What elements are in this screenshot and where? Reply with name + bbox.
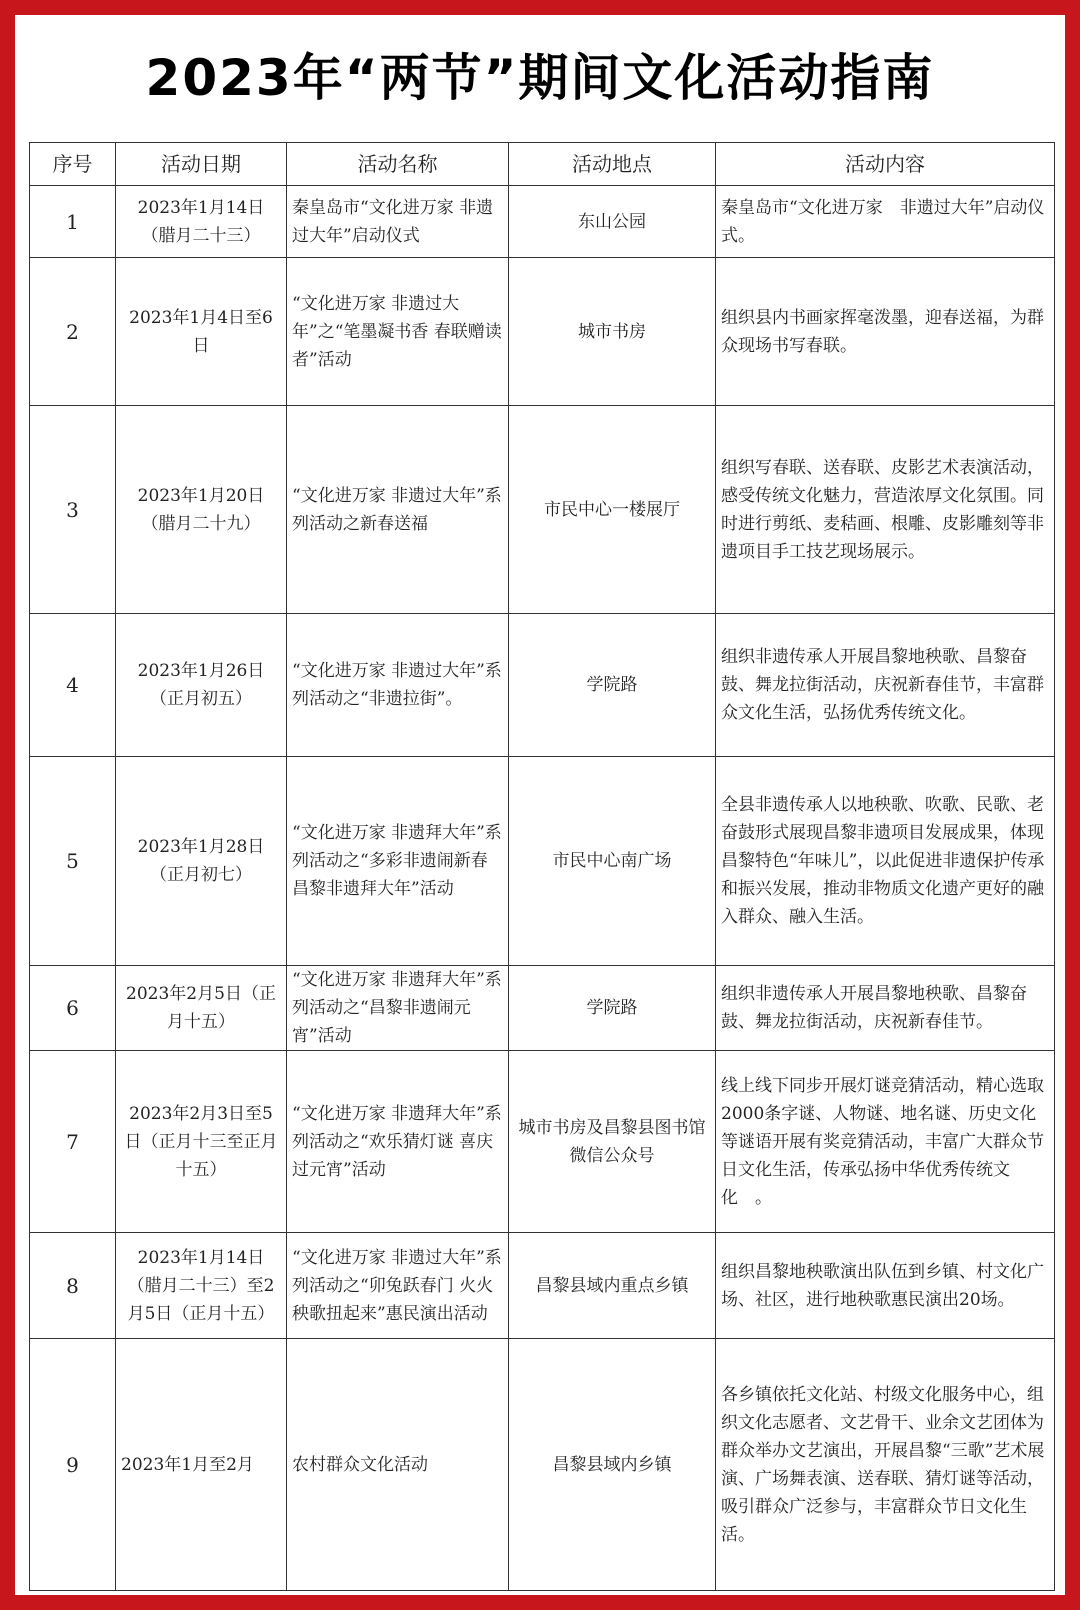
header-name: 活动名称 [287,143,509,186]
page-title: 2023年“两节”期间文化活动指南 [145,49,935,107]
cell-number: 4 [30,614,116,757]
cell-content: 组织县内书画家挥毫泼墨，迎春送福，为群众现场书写春联。 [716,258,1055,406]
cell-date: 2023年1月14日（腊月二十三）至2月5日（正月十五） [116,1233,287,1339]
cell-name: “文化进万家 非遗拜大年”系列活动之“多彩非遗闹新春 昌黎非遗拜大年”活动 [287,757,509,966]
cell-name: “文化进万家 非遗过大年”之“笔墨凝书香 春联赠读者”活动 [287,258,509,406]
cell-content: 组织昌黎地秧歌演出队伍到乡镇、村文化广场、社区，进行地秧歌惠民演出20场。 [716,1233,1055,1339]
cell-date: 2023年1月14日（腊月二十三） [116,186,287,258]
table-row [30,614,1055,757]
cell-name: “文化进万家 非遗过大年”系列活动之“卯兔跃春门 火火秧歌扭起来”惠民演出活动 [287,1233,509,1339]
cell-name: “文化进万家 非遗过大年”系列活动之“非遗拉街”。 [287,614,509,757]
cell-number: 7 [30,1051,116,1233]
cell-place: 城市书房及昌黎县图书馆微信公众号 [509,1051,716,1233]
cell-date: 2023年1月至2月 [116,1339,287,1591]
cell-number: 9 [30,1339,116,1591]
cell-content: 组织写春联、送春联、皮影艺术表演活动，感受传统文化魅力，营造浓厚文化氛围。同时进行剪纸、麦秸画、根雕、皮影雕刻等非遗项目手工技艺现场展示。 [716,406,1055,614]
cell-number: 5 [30,757,116,966]
cell-number: 1 [30,186,116,258]
cell-name: “文化进万家 非遗拜大年”系列活动之“昌黎非遗闹元宵”活动 [287,966,509,1051]
cell-place: 市民中心南广场 [509,757,716,966]
cell-place: 学院路 [509,614,716,757]
cell-place: 东山公园 [509,186,716,258]
cell-number: 8 [30,1233,116,1339]
activity-table [29,142,1055,1591]
cell-place: 昌黎县域内乡镇 [509,1339,716,1591]
cell-content: 秦皇岛市“文化进万家 非遗过大年”启动仪式。 [716,186,1055,258]
cell-content: 各乡镇依托文化站、村级文化服务中心，组织文化志愿者、文艺骨干、业余文艺团体为群众举办文艺演出，开展昌黎“三歌”艺术展演、广场舞表演、送春联、猜灯谜等活动，吸引群众广泛参与，丰富群众节日文化生活。 [716,1339,1055,1591]
cell-name: “文化进万家 非遗过大年”系列活动之新春送福 [287,406,509,614]
cell-name: 农村群众文化活动 [287,1339,509,1591]
cell-date: 2023年2月3日至5日（正月十三至正月十五） [116,1051,287,1233]
table-row [30,1051,1055,1233]
cell-date: 2023年2月5日（正月十五） [116,966,287,1051]
cell-place: 学院路 [509,966,716,1051]
table-row [30,186,1055,258]
cell-date: 2023年1月28日（正月初七） [116,757,287,966]
cell-content: 线上线下同步开展灯谜竞猜活动，精心选取2000条字谜、人物谜、地名谜、历史文化等谜语开展有奖竞猜活动，丰富广大群众节日文化生活，传承弘扬中华优秀传统文化 。 [716,1051,1055,1233]
table-row [30,966,1055,1051]
cell-content: 组织非遗传承人开展昌黎地秧歌、昌黎奋鼓、舞龙拉街活动，庆祝新春佳节，丰富群众文化生活，弘扬优秀传统文化。 [716,614,1055,757]
table-row [30,757,1055,966]
table-row [30,406,1055,614]
header-date: 活动日期 [116,143,287,186]
cell-place: 市民中心一楼展厅 [509,406,716,614]
cell-content: 全县非遗传承人以地秧歌、吹歌、民歌、老奋鼓形式展现昌黎非遗项目发展成果，体现昌黎特色“年味儿”，以此促进非遗保护传承和振兴发展，推动非物质文化遗产更好的融入群众、融入生活。 [716,757,1055,966]
cell-name: “文化进万家 非遗拜大年”系列活动之“欢乐猜灯谜 喜庆过元宵”活动 [287,1051,509,1233]
header-content: 活动内容 [716,143,1055,186]
table-header-row [30,143,1055,186]
cell-date: 2023年1月26日（正月初五） [116,614,287,757]
table-row [30,258,1055,406]
header-number: 序号 [30,143,116,186]
table-row [30,1233,1055,1339]
cell-number: 6 [30,966,116,1051]
cell-content: 组织非遗传承人开展昌黎地秧歌、昌黎奋鼓、舞龙拉街活动，庆祝新春佳节。 [716,966,1055,1051]
table-row [30,1339,1055,1591]
cell-number: 3 [30,406,116,614]
cell-date: 2023年1月20日（腊月二十九） [116,406,287,614]
cell-date: 2023年1月4日至6日 [116,258,287,406]
cell-place: 城市书房 [509,258,716,406]
cell-place: 昌黎县域内重点乡镇 [509,1233,716,1339]
cell-name: 秦皇岛市“文化进万家 非遗过大年”启动仪式 [287,186,509,258]
cell-number: 2 [30,258,116,406]
header-place: 活动地点 [509,143,716,186]
